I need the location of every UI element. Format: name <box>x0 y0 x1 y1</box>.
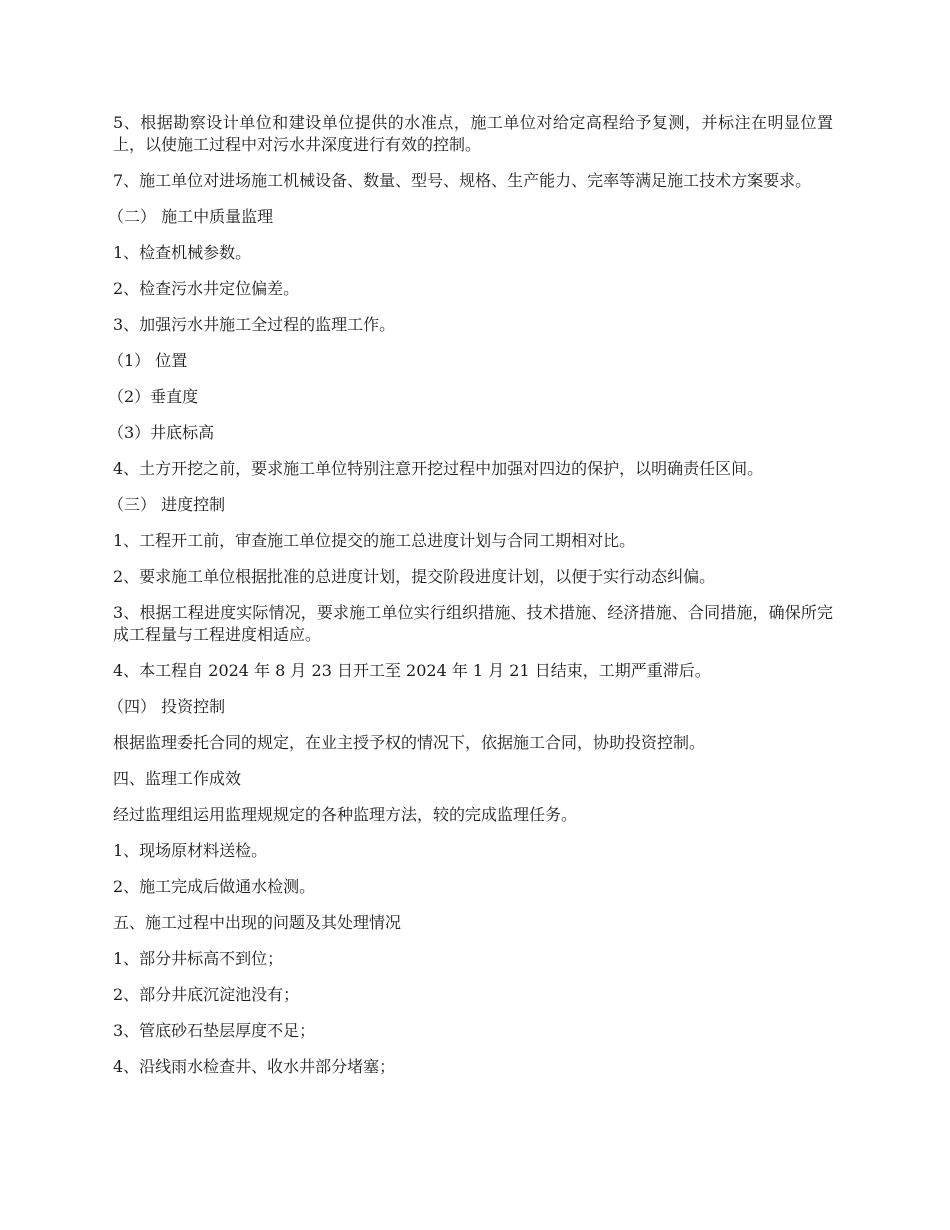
paragraph-stage-plan: 2、要求施工单位根据批准的总进度计划，提交阶段进度计划，以便于实行动态纠偏。 <box>113 567 716 586</box>
paragraph-check-position: 2、检查污水井定位偏差。 <box>113 279 300 298</box>
paragraph-benchmark-retest: 5、根据勘察设计单位和建设单位提供的水准点，施工单位对给定高程给予复测，并标注在明显位置上，以使施工过程中对污水井深度进行有效的控制。 <box>113 113 833 154</box>
paragraph-problem-sediment: 2、部分井底沉淀池没有； <box>113 985 300 1004</box>
paragraph-supervise-process: 3、加强污水井施工全过程的监理工作。 <box>113 315 396 334</box>
section-heading-investment: （四） 投资控制 <box>108 697 226 716</box>
paragraph-problem-elevation: 1、部分井标高不到位； <box>113 949 284 968</box>
paragraph-material-inspection: 1、现场原材料送检。 <box>113 841 268 860</box>
paragraph-problem-gravel: 3、管底砂石垫层厚度不足； <box>113 1021 316 1040</box>
section-heading-quality: （二） 施工中质量监理 <box>108 207 274 226</box>
paragraph-duration: 4、本工程自 2024 年 8 月 23 日开工至 2024 年 1 月 21 日结束，工期严重滞后。 <box>113 661 711 680</box>
section-heading-schedule: （三） 进度控制 <box>108 495 226 514</box>
paragraph-problem-blockage: 4、沿线雨水检查井、收水井部分堵塞； <box>113 1057 396 1076</box>
paragraph-water-test: 2、施工完成后做通水检测。 <box>113 877 316 896</box>
paragraph-check-machine: 1、检查机械参数。 <box>113 243 252 262</box>
paragraph-measures: 3、根据工程进度实际情况，要求施工单位实行组织措施、技术措施、经济措施、合同措施，确保所完成工程量与工程进度相适应。 <box>113 603 833 644</box>
document-body <box>108 112 833 1092</box>
paragraph-machinery-entry: 7、施工单位对进场施工机械设备、数量、型号、规格、生产能力、完率等满足施工技术方案要求。 <box>113 171 812 190</box>
paragraph-investment: 根据监理委托合同的规定，在业主授予权的情况下，依据施工合同，协助投资控制。 <box>113 733 706 752</box>
paragraph-results: 经过监理组运用监理规规定的各种监理方法，较的完成监理任务。 <box>113 805 578 824</box>
list-item-verticality: （2）垂直度 <box>108 387 199 406</box>
list-item-bottom-elevation: （3）井底标高 <box>108 423 215 442</box>
section-heading-results: 四、监理工作成效 <box>113 769 242 788</box>
section-heading-problems: 五、施工过程中出现的问题及其处理情况 <box>113 913 402 932</box>
list-item-position: （1） 位置 <box>108 351 188 370</box>
paragraph-schedule-review: 1、工程开工前，审查施工单位提交的施工总进度计划与合同工期相对比。 <box>113 531 636 550</box>
paragraph-excavation: 4、土方开挖之前，要求施工单位特别注意开挖过程中加强对四边的保护，以明确责任区间。 <box>113 459 764 478</box>
